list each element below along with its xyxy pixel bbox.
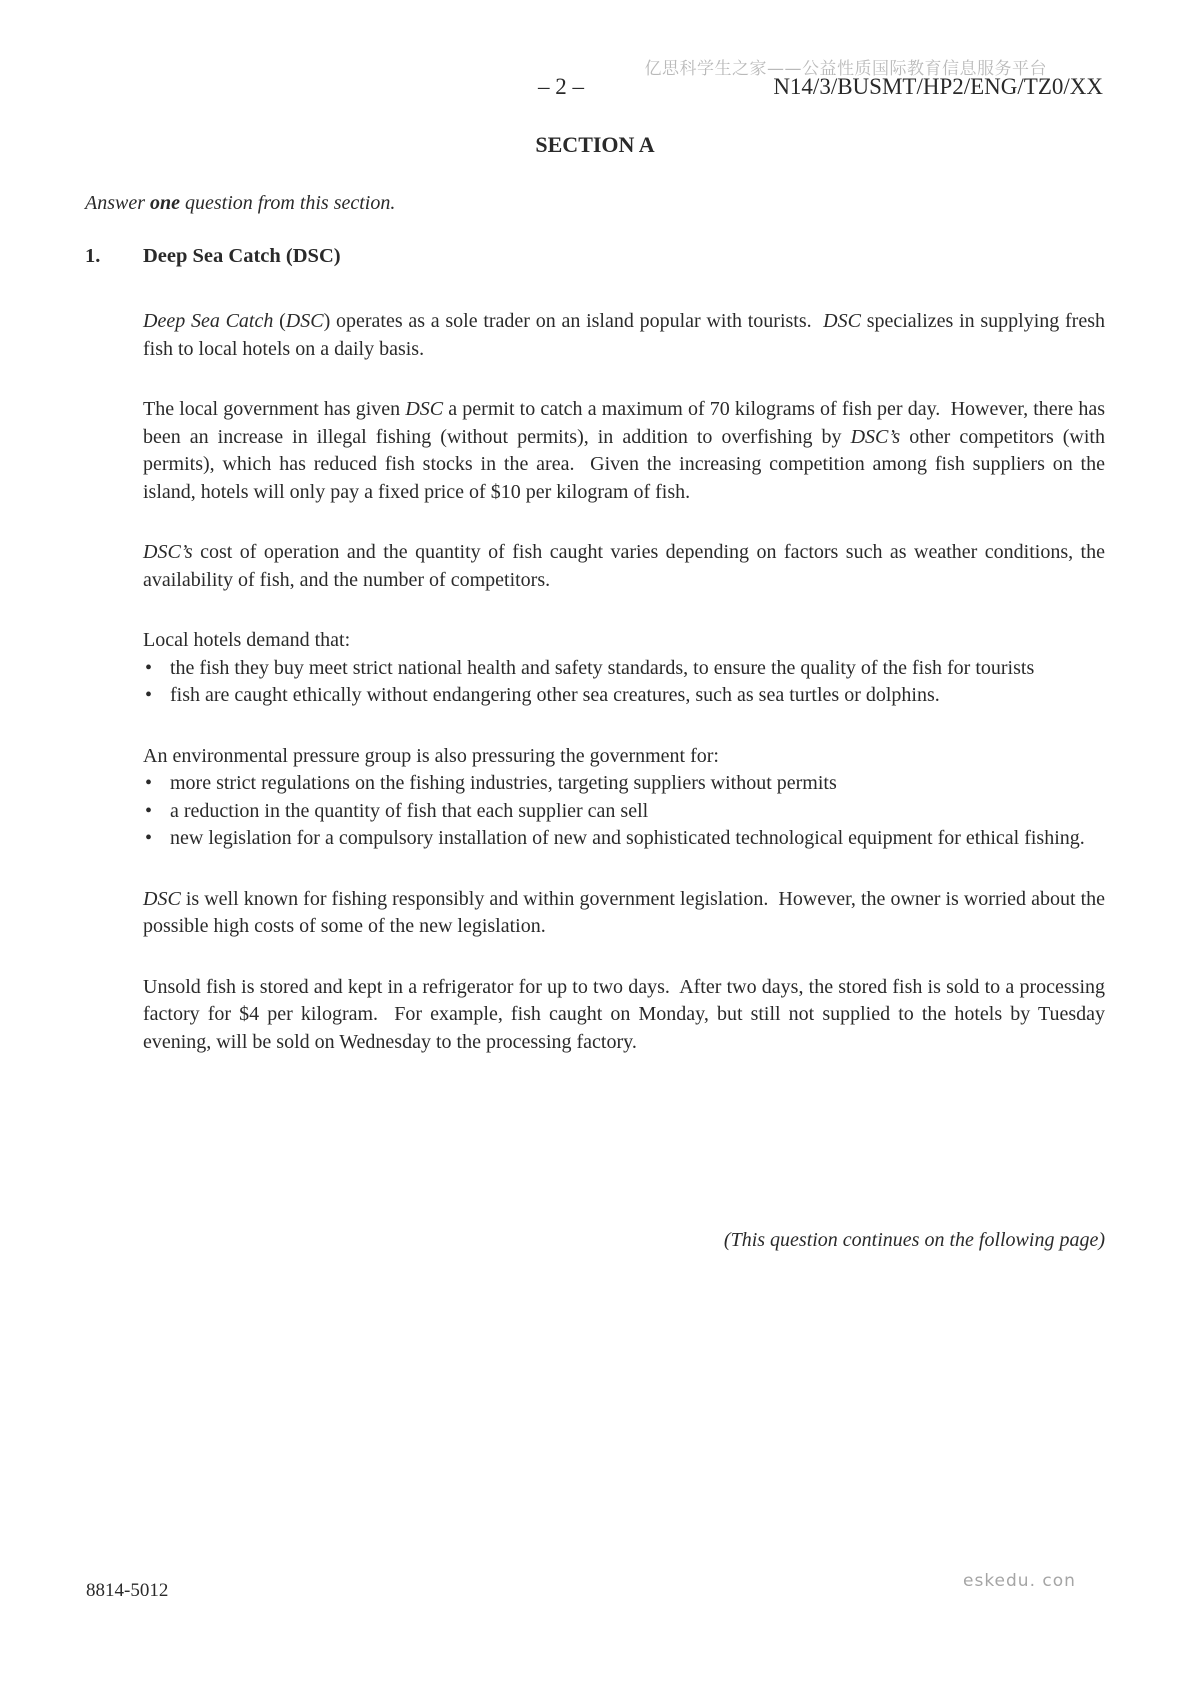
text-run: fish are caught ethically without endangering other sea creatures, such as sea turtles or dolphins. — [170, 684, 940, 706]
text-run: ) operates as a sole trader on an island popular with tourists. — [323, 310, 824, 332]
text-run: DSC — [285, 310, 324, 332]
continuation-note: (This question continues on the following page) — [723, 1229, 1105, 1251]
list-intro — [143, 627, 1105, 655]
bullet-text — [170, 657, 1034, 679]
bullet-icon: • — [145, 827, 153, 849]
text-run: The local government has given — [143, 398, 406, 420]
bullet-list — [143, 627, 1105, 710]
paragraph — [143, 396, 1105, 506]
bullet-list — [143, 743, 1105, 853]
footer-doc-code: 8814-5012 — [86, 1580, 169, 1601]
text-run: DSC — [405, 398, 444, 420]
text-run: DSC — [823, 310, 861, 332]
text-run: Answer — [85, 192, 150, 214]
question-body — [143, 308, 1105, 1056]
text-run: one — [150, 192, 180, 214]
page-number: – 2 – — [538, 74, 584, 99]
paragraph — [143, 974, 1105, 1057]
text-run: Unsold fish is stored and kept in a refrigerator for up to two days. After two days, the stored fish is sold to a processing factory for $4 per kilogram. For example, fish caught on Monday, but still not supplied to the hotels by Tuesday evening, will be sold on Wednesday to the processing factory. — [143, 975, 1105, 1053]
text-run: a reduction in the quantity of fish that each supplier can sell — [170, 799, 649, 822]
section-title: SECTION A — [535, 132, 655, 157]
text-run: Deep Sea Catch — [143, 310, 274, 332]
bullet-icon: • — [145, 684, 153, 706]
text-run: DSC — [143, 887, 181, 910]
footer-watermark: eskedu. con — [963, 1571, 1076, 1591]
question-number: 1. — [85, 245, 101, 267]
bullet-text — [170, 684, 940, 706]
text-run: the fish they buy meet strict national health and safety standards, to ensure the quality of the fish for tourists — [170, 656, 1035, 679]
question-heading — [85, 245, 341, 268]
paper-code: N14/3/BUSMT/HP2/ENG/TZ0/XX — [773, 74, 1103, 99]
bullet-text — [170, 827, 1085, 849]
paragraph — [143, 308, 1105, 363]
text-run: new legislation for a compulsory installation of new and sophisticated technological equipment for ethical fishing. — [170, 827, 1085, 849]
paragraph — [143, 886, 1105, 941]
bullet-item — [143, 825, 1105, 853]
section-instruction — [85, 192, 395, 215]
text-run: ( — [273, 310, 286, 332]
text-run: An environmental pressure group is also pressuring the government for: — [143, 744, 719, 767]
text-run: more strict regulations on the fishing industries, targeting suppliers without permits — [170, 772, 837, 794]
text-run: a permit to catch a maximum of 70 kilograms of fish per day. However, there has been an increase in illegal fishing (without permits), in addition to overfishing by — [143, 398, 1105, 448]
text-run: specializes in supplying fresh fish to local hotels on a daily basis. — [143, 310, 1105, 360]
bullet-icon: • — [145, 656, 153, 679]
bullet-text — [170, 772, 837, 794]
bullet-item — [143, 682, 1105, 710]
bullet-icon: • — [145, 772, 153, 794]
list-intro — [143, 743, 1105, 771]
text-run: is well known for fishing responsibly and within government legislation. However, the owner is worried about the possible high costs of some of the new legislation. — [143, 887, 1105, 937]
text-run: cost of operation and the quantity of fish caught varies depending on factors such as weather conditions, the availability of fish, and the number of competitors. — [143, 541, 1105, 591]
text-run: DSC’s — [850, 425, 901, 448]
text-run: Local hotels demand that: — [143, 629, 351, 651]
paragraph — [143, 539, 1105, 594]
bullet-item — [143, 798, 1105, 826]
chinese-watermark: 亿思科学生之家——公益性质国际教育信息服务平台 — [644, 59, 1047, 79]
bullet-text — [170, 800, 648, 822]
bullet-item — [143, 770, 1105, 798]
text-run: other competitors (with permits), which has reduced fish stocks in the area. Given the increasing competition among fish suppliers on the island, hotels will only pay a fixed price of $10 per kilogram of fish. — [143, 425, 1105, 503]
question-title: Deep Sea Catch (DSC) — [143, 245, 341, 267]
text-run: question from this section. — [180, 192, 396, 214]
text-run: DSC’s — [143, 541, 193, 563]
bullet-item — [143, 655, 1105, 683]
bullet-icon: • — [145, 799, 153, 822]
